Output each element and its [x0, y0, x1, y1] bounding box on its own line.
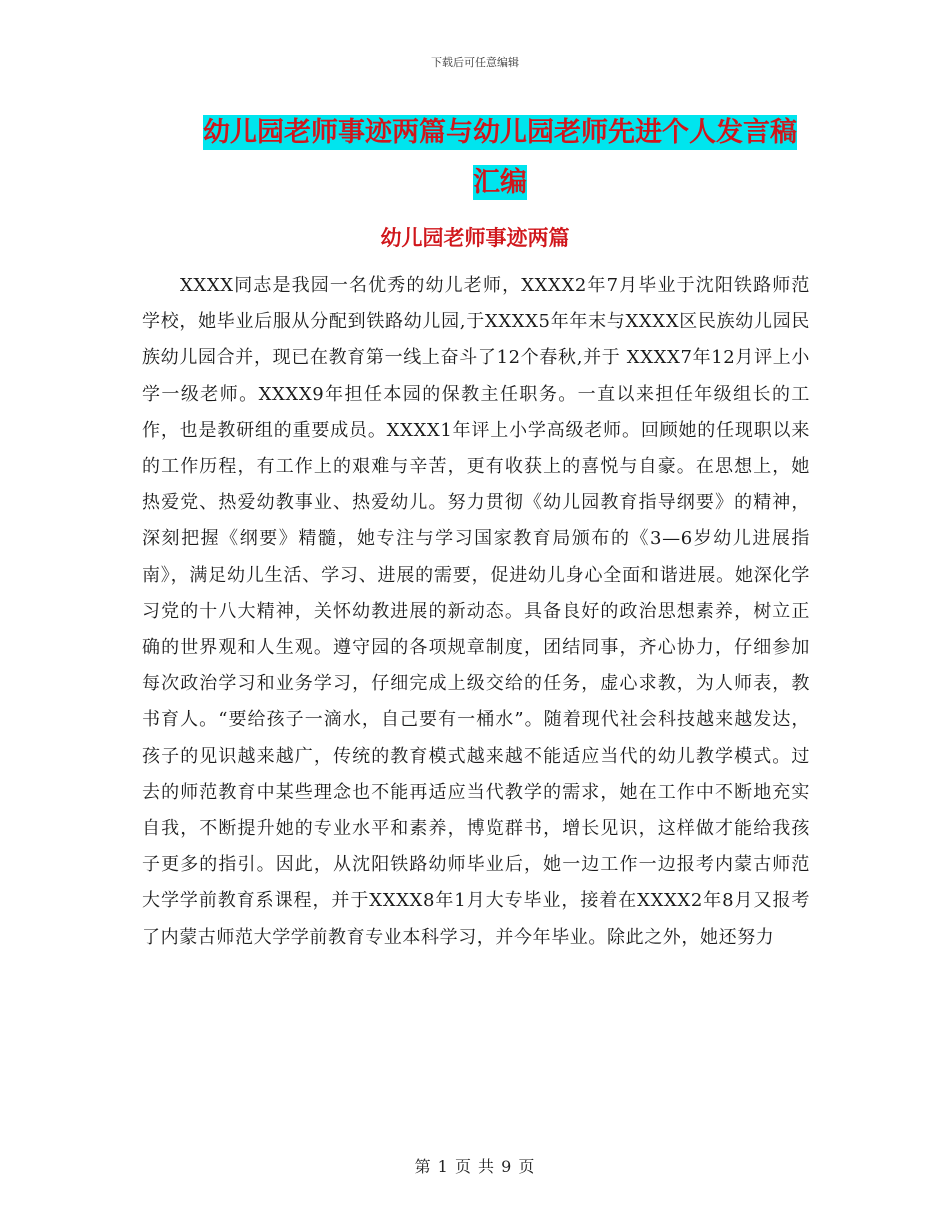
- body-paragraph: XXXX同志是我园一名优秀的幼儿老师，XXXX2年7月毕业于沈阳铁路师范学校，她毕业后服从分配到铁路幼儿园,于XXXX5年年末与XXXX区民族幼儿园民族幼儿园合并，现已在教育第一线上奋斗了12个春秋,并于 XXXX7年12月评上小学一级老师。XXXX9年担任本园的保教主任职务。一直以来担任年级组长的工作，也是教研组的重要成员。XXXX1年评上小学高级老师。回顾她的任现职以来的工作历程，有工作上的艰难与辛苦，更有收获上的喜悦与自豪。在思想上，她热爱党、热爱幼教事业、热爱幼儿。努力贯彻《幼儿园教育指导纲要》的精神，深刻把握《纲要》精髓，她专注与学习国家教育局颁布的《3—6岁幼儿进展指南》，满足幼儿生活、学习、进展的需要，促进幼儿身心全面和谐进展。她深化学习党的十八大精神，关怀幼教进展的新动态。具备良好的政治思想素养，树立正确的世界观和人生观。遵守园的各项规章制度，团结同事，齐心协力，仔细参加每次政治学习和业务学习，仔细完成上级交给的任务，虚心求教，为人师表，教书育人。“要给孩子一滴水，自己要有一桶水”。随着现代社会科技越来越发达，孩子的见识越来越广，传统的教育模式越来越不能适应当代的幼儿教学模式。过去的师范教育中某些理念也不能再适应当代教学的需求，她在工作中不断地充实自我，不断提升她的专业水平和素养，博览群书，增长见识，这样做才能给我孩子更多的指引。因此，从沈阳铁路幼师毕业后，她一边工作一边报考内蒙古师范大学学前教育系课程，并于XXXX8年1月大专毕业，接着在XXXX2年8月又报考了内蒙古师范大学学前教育专业本科学习，并今年毕业。除此之外，她还努力: [142, 275, 810, 948]
- document-title-text: 幼儿园老师事迹两篇与幼儿园老师先进个人发言稿汇编: [203, 117, 797, 198]
- document-title: [195, 108, 805, 208]
- page-number: 第 1 页 共 9 页: [414, 1157, 536, 1176]
- header-note: 下载后可任意编辑: [431, 56, 519, 69]
- section-title: 幼儿园老师事迹两篇: [380, 226, 570, 250]
